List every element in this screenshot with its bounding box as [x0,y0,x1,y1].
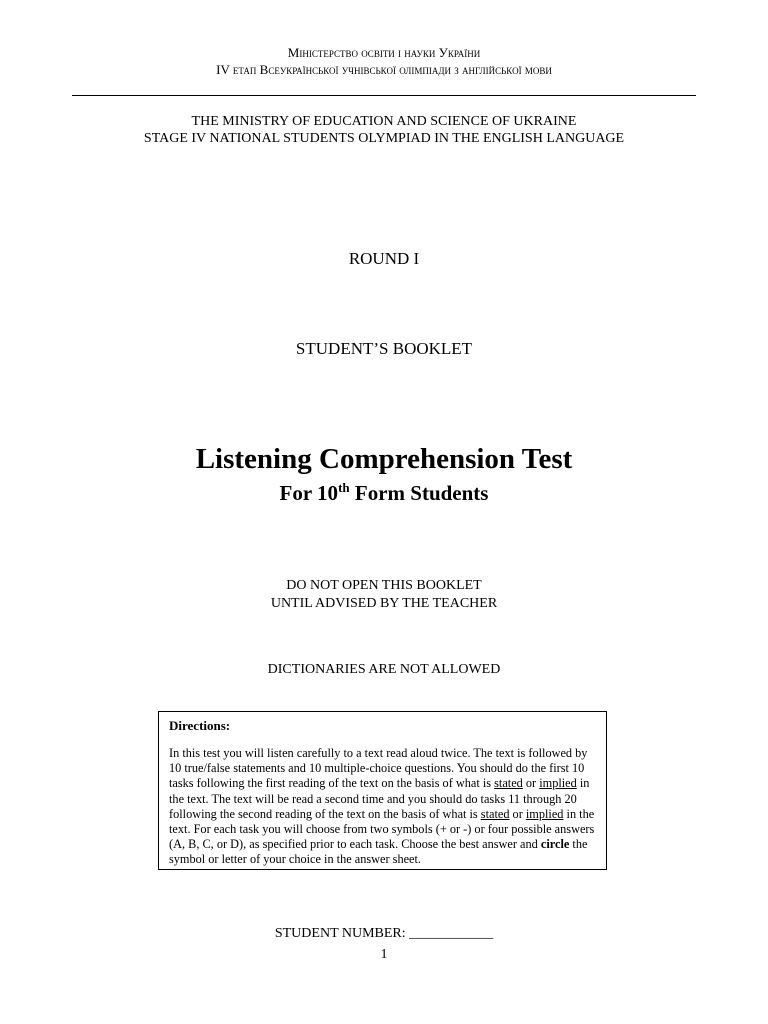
student-number-label: STUDENT NUMBER: [274,926,410,941]
student-number-blank[interactable]: ____________ [409,926,494,941]
subtitle-suffix: Form Students [349,481,489,505]
directions-implied: implied [539,776,577,791]
header-en-line1: THE MINISTRY OF EDUCATION AND SCIENCE OF UKRAINE [191,114,577,129]
header-ukrainian [0,44,768,78]
directions-text [169,746,596,868]
document-title: Listening Comprehension Test [195,443,573,475]
student-number-field [0,926,768,942]
booklet-label: STUDENT’S BOOKLET [295,339,473,358]
directions-or: or [509,806,526,821]
header-divider [72,95,696,96]
round-label: ROUND I [348,249,420,268]
directions-box [158,711,607,870]
document-subtitle [0,480,768,506]
directions-stated: stated [494,776,523,791]
subtitle-prefix: For 10 [279,481,339,505]
page-number: 1 [380,947,388,962]
notice-line2: UNTIL ADVISED BY THE TEACHER [270,596,498,611]
directions-text-part: In this test you will listen carefully to a text read aloud twice. The text is followed by 10 true/false statements and 10 multiple-choice questions. You should do the first 10 tasks following the first reading of the text on the basis of what is [169,746,588,791]
directions-or: or [522,776,540,791]
header-english [0,113,768,147]
directions-text-part: in the text. The text will be read a second time and you should do tasks 11 through 20 following the second reading of the text on the basis of what is [169,776,590,821]
directions-implied: implied [525,806,564,821]
notice-dictionaries: DICTIONARIES ARE NOT ALLOWED [267,662,501,677]
header-ua-line2: IV етап Всеукраїнської учнівської олімпіади з англійської мови [216,62,552,77]
subtitle-sup: th [338,480,350,495]
directions-text-part: in the text. For each task you will choose from two symbols (+ or -) or four possible answers (A, B, C, or D), as specified prior to each task. Choose the best answer and [169,806,595,852]
directions-circle: circle [540,837,570,852]
header-en-line2: STAGE IV NATIONAL STUDENTS OLYMPIAD IN THE ENGLISH LANGUAGE [143,131,625,146]
notice-open [0,577,768,613]
directions-stated: stated [480,806,510,821]
header-ua-line1: Міністерство освіти і науки України [287,45,481,60]
directions-text-part: the symbol or letter of your choice in the answer sheet. [169,837,588,867]
notice-line1: DO NOT OPEN THIS BOOKLET [286,578,482,593]
directions-title: Directions: [169,718,231,733]
